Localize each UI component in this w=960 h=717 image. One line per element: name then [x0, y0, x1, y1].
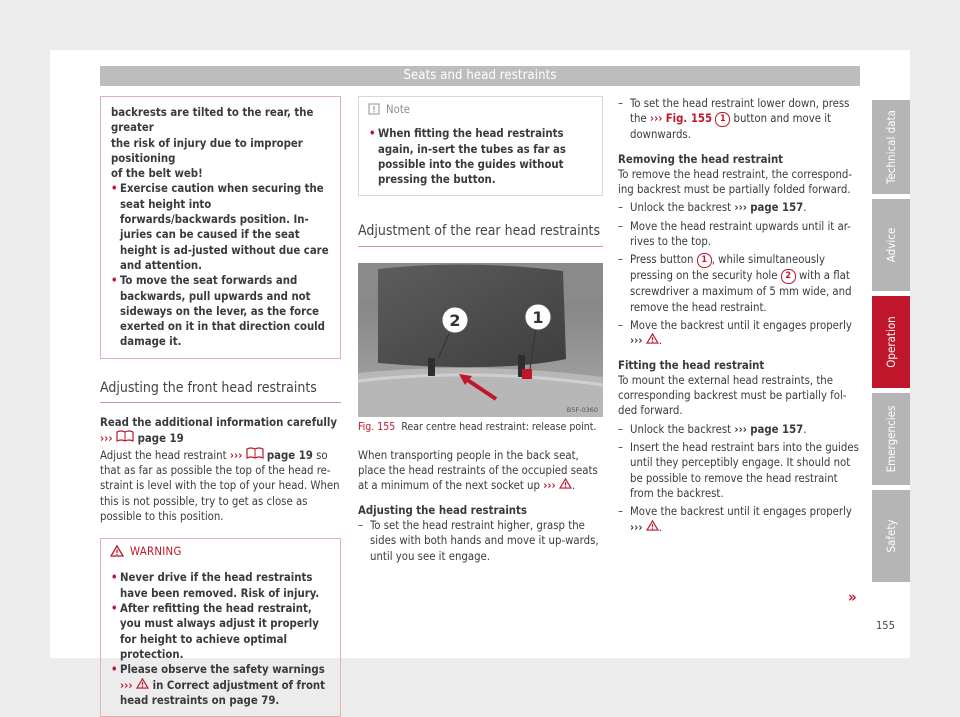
warning-header — [100, 538, 341, 566]
para-text: Adjust the head restraint — [100, 448, 227, 462]
ref-arrow: ››› — [734, 201, 747, 215]
note-icon — [368, 103, 380, 119]
step-text: Press button — [630, 253, 694, 267]
ref-arrow: ››› — [543, 479, 556, 493]
page-ref-link[interactable]: page 19 — [137, 432, 184, 446]
step-item: – Unlock the backrest ››› page 157. — [618, 422, 862, 437]
step-text: Move the backrest until it engages properly — [630, 318, 852, 332]
ref-arrow: ››› — [630, 520, 643, 534]
callout-number: 1 — [715, 112, 730, 127]
step-item: – Move the backrest until it engages properly ››› . — [618, 504, 862, 535]
step-item: – Unlock the backrest ››› page 157. — [618, 200, 862, 215]
bullet-text: Please observe the safety warnings — [120, 663, 325, 677]
note-bullet: • When fitting the head restraints again, in-sert the tubes as far as possible into the guides without pressing the button. — [369, 126, 593, 187]
page-ref-link[interactable]: page 19 — [266, 448, 313, 462]
figure-code: B5F-0360 — [566, 405, 598, 414]
note-box — [358, 124, 603, 196]
front-paragraph — [100, 447, 341, 524]
tab-operation[interactable] — [872, 296, 910, 388]
tab-advice[interactable] — [872, 199, 910, 291]
tab-label: Advice — [884, 227, 898, 263]
column-1 — [100, 96, 341, 717]
step-item: – Move the backrest until it engages properly ››› . — [618, 318, 862, 349]
continue-arrow-icon: » — [848, 588, 857, 606]
subsection-title: Fitting the head restraint — [618, 358, 765, 372]
read-info-label: Read the additional information carefully — [100, 416, 337, 430]
box-bullet: • To move the seat forwards and backwards, pull upwards and not sideways on the lever, as the force exerted on it in that direction could damage it. — [111, 273, 331, 349]
step-item: – Move the head restraint upwards until it ar-rives to the top. — [618, 219, 862, 250]
warning-box — [100, 566, 341, 717]
callout-number: 2 — [781, 269, 796, 284]
para-text: so that as far as possible the top of the head re-straint is level with the top of your head. When this is not possible, try to get as close as possible to this position. — [100, 448, 340, 523]
warning-triangle-icon — [646, 334, 659, 347]
page-number: 155 — [876, 619, 895, 632]
warning-bullet: • Never drive if the head restraints have been removed. Risk of injury. — [111, 570, 331, 601]
step-item: – To set the head restraint higher, grasp the sides with both hands and move it up-wards, until you see it engage. — [358, 518, 603, 564]
warning-triangle-icon — [110, 545, 124, 561]
fit-paragraph: To mount the external head restraints, the corresponding backrest must be partially fol-ded forward. — [618, 373, 847, 418]
step-text: Move the backrest until it engages properly — [630, 505, 852, 519]
bullet-text: in — [152, 678, 164, 692]
page-ref-link[interactable]: page 157 — [750, 422, 804, 436]
figure-label-1: 1 — [532, 307, 544, 327]
box-line: backrests are tilted to the rear, the greater — [111, 106, 314, 135]
ref-arrow: ››› — [649, 112, 663, 126]
page-ref-link[interactable]: page 157 — [750, 201, 804, 215]
note-label: Note — [386, 103, 411, 116]
figure-ref-link[interactable]: Fig. 155 — [665, 112, 713, 126]
warning-triangle-icon — [136, 679, 149, 692]
figure-caption — [358, 421, 603, 434]
step-text: button and move it downwards. — [630, 112, 832, 142]
ref-arrow: ››› — [100, 432, 113, 446]
book-icon — [116, 432, 138, 445]
warning-bullet: • After refitting the head restraint, you must always adjust it properly for height to achieve optimal protection. — [111, 601, 331, 662]
page-header: Seats and head restraints — [100, 66, 860, 86]
ref-arrow: ››› — [734, 422, 747, 436]
box-bullet: • Exercise caution when securing the seat height into forwards/backwards position. In-juries can be caused if the seat height is ad-justed without due care and attention. — [111, 181, 331, 273]
ref-arrow: ››› — [120, 678, 133, 692]
ref-arrow: ››› — [630, 334, 643, 348]
subsection-title: Removing the head restraint — [618, 152, 784, 166]
tab-emergencies[interactable] — [872, 393, 910, 485]
head-restraint-photo — [358, 263, 603, 417]
column-3 — [618, 96, 862, 535]
note-header — [358, 96, 603, 124]
step-item — [618, 96, 862, 143]
page-ref-link[interactable]: Correct adjustment of front head restraints on page 79. — [120, 678, 326, 707]
ref-arrow: ››› — [229, 448, 243, 462]
step-item — [618, 252, 862, 315]
warning-continuation-box — [100, 96, 341, 359]
warning-triangle-icon — [559, 479, 572, 492]
caption-text: Rear centre head restraint: release point. — [401, 420, 597, 433]
tab-label: Operation — [884, 316, 898, 368]
warning-label: WARNING — [130, 545, 182, 559]
read-info — [100, 415, 341, 447]
tab-technical-data[interactable] — [872, 100, 910, 194]
remove-paragraph: To remove the head restraint, the correspond-ing backrest must be partially folded forward. — [618, 167, 853, 197]
warning-bullet — [111, 662, 331, 708]
column-2 — [358, 96, 603, 564]
step-text: To set the head restraint lower down, press the — [630, 97, 850, 126]
rear-paragraph: When transporting people in the back seat, place the head restraints of the occupied seats at a minimum of the next socket up ››› . — [358, 448, 598, 493]
box-line: the risk of injury due to improper positioning — [111, 136, 303, 165]
step-text: Unlock the backrest — [630, 422, 732, 436]
section-title-front: Adjusting the front head restraints — [100, 381, 341, 403]
figure-label-2: 2 — [449, 310, 461, 330]
box-line: of the belt web! — [111, 167, 203, 181]
step-text: Unlock the backrest — [630, 201, 732, 215]
step-item: – Insert the head restraint bars into the guides until they perceptibly engage. It should not be possible to remove the head restraint from the backrest. — [618, 440, 862, 501]
tab-label: Emergencies — [884, 405, 898, 473]
tab-label: Safety — [884, 519, 898, 553]
para-text: When transporting people in the back seat, place the head restraints of the occupied seats at a minimum of the next socket up — [358, 448, 598, 493]
tab-safety[interactable] — [872, 490, 910, 582]
book-icon — [246, 449, 267, 462]
callout-number: 1 — [697, 253, 712, 268]
figure-155 — [358, 263, 603, 417]
step-text: with a flat screwdriver a maximum of 5 mm wide, and remove the head restraint. — [630, 269, 852, 314]
warning-triangle-icon — [646, 521, 659, 534]
figure-number: Fig. 155 — [358, 420, 396, 433]
step-text: , while simultaneously pressing on the security hole — [630, 253, 826, 283]
tab-label: Technical data — [884, 110, 898, 184]
section-title-rear: Adjustment of the rear head restraints — [358, 224, 603, 246]
subsection-title: Adjusting the head restraints — [358, 503, 527, 517]
